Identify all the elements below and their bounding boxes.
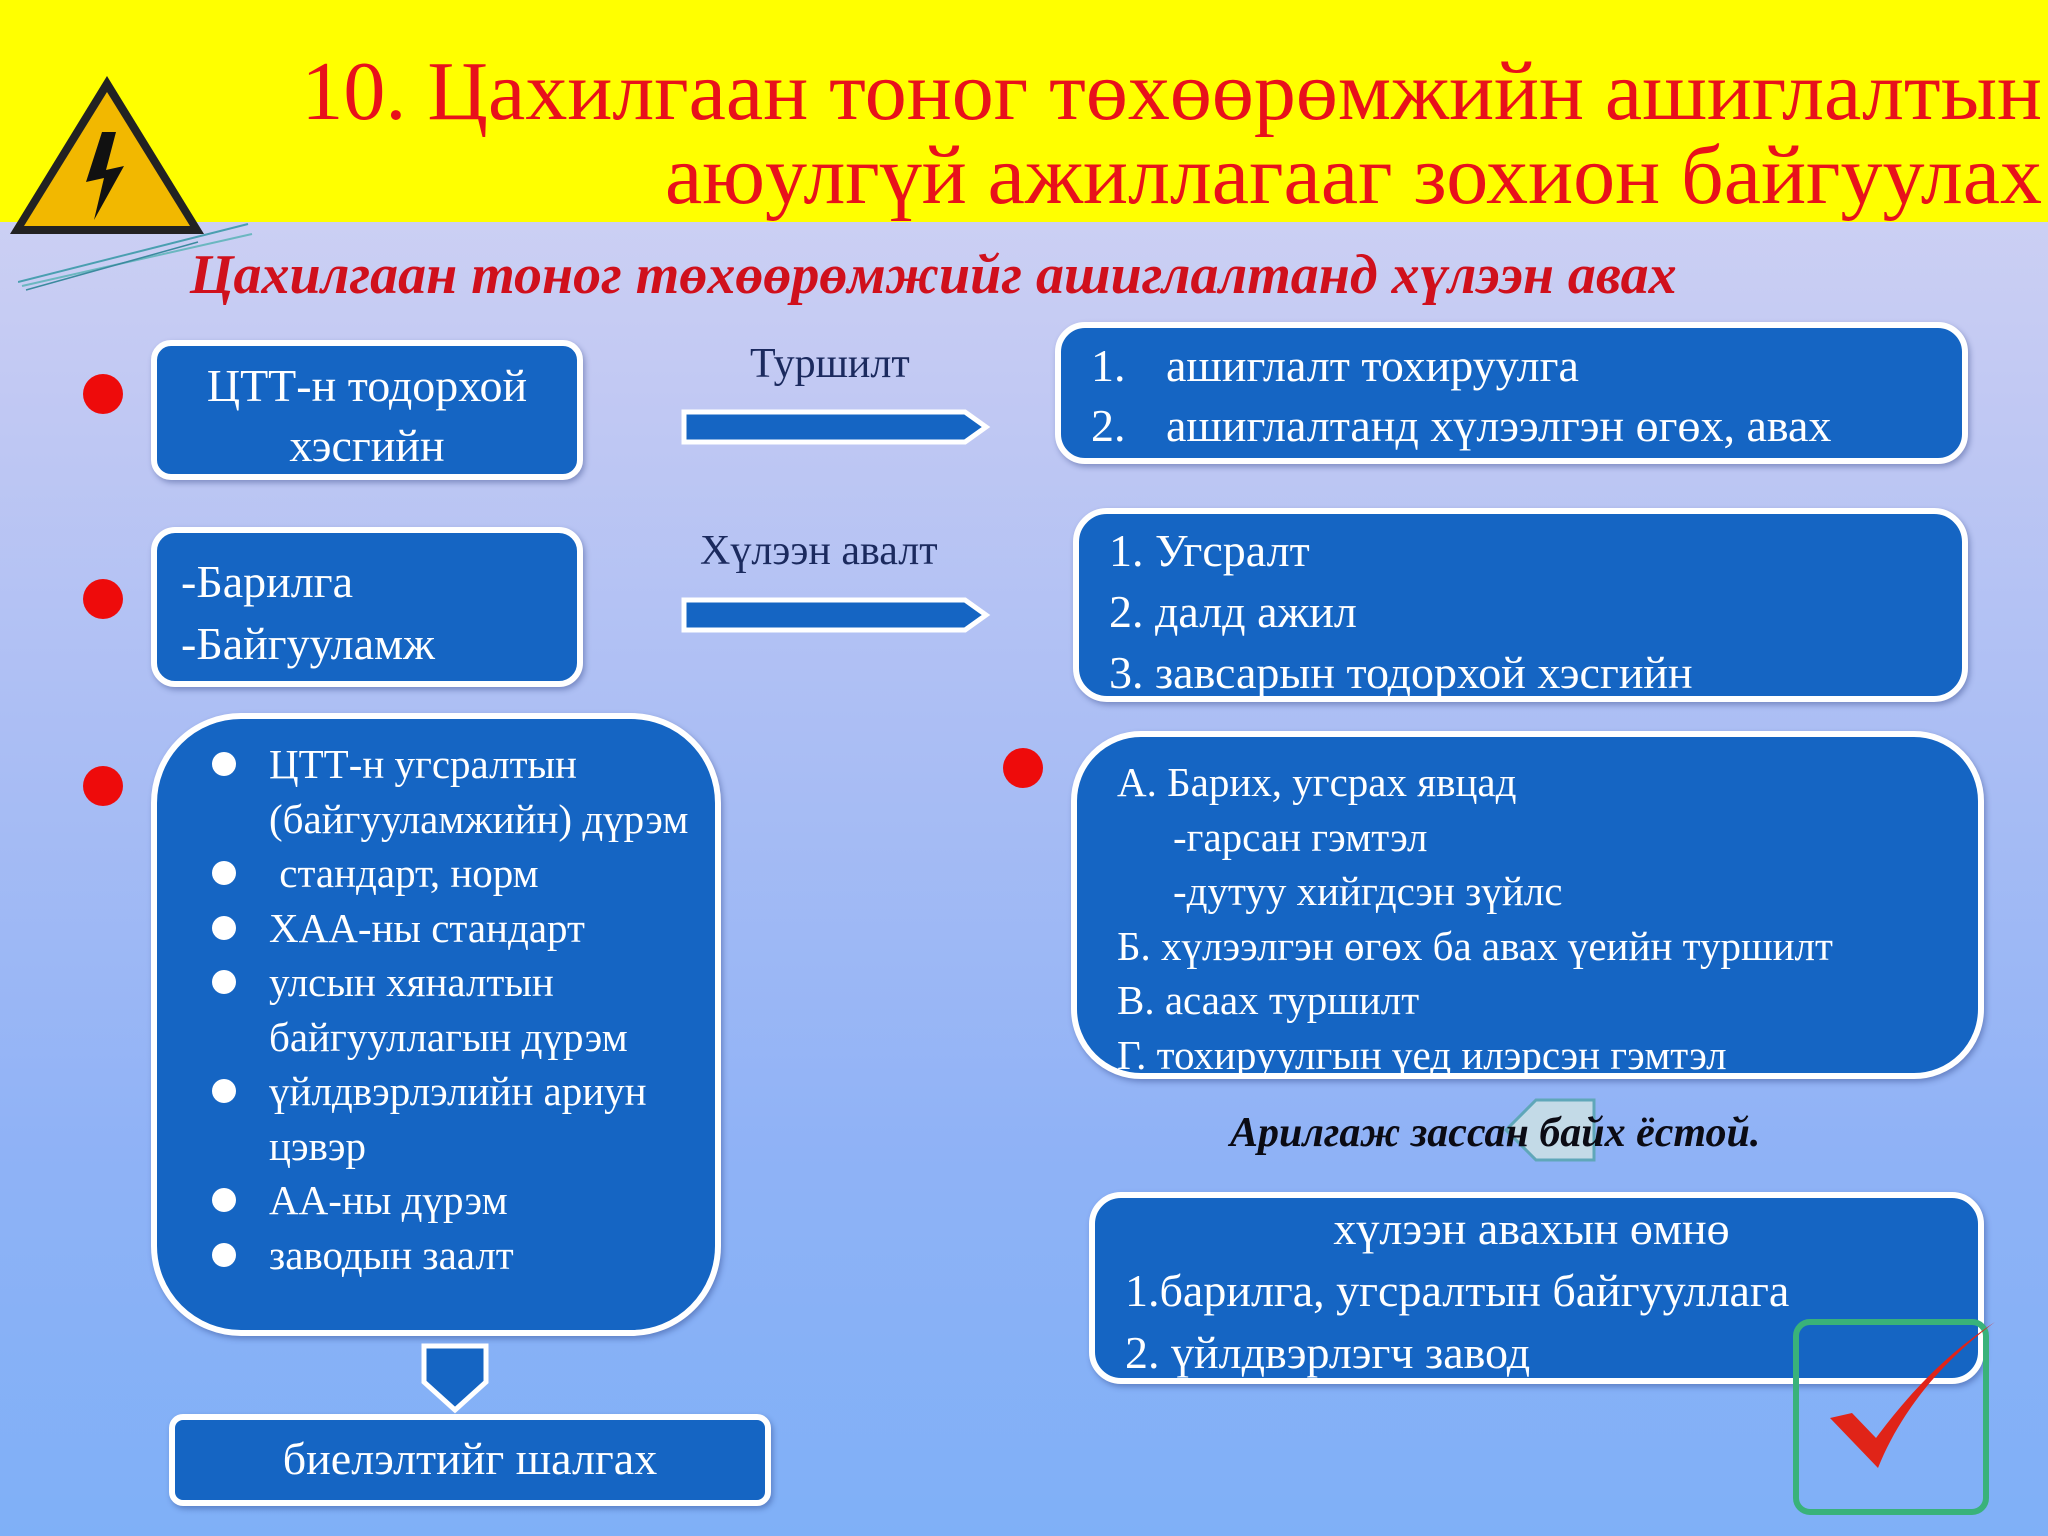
bullet-dot — [83, 766, 123, 806]
defects-item-a: А. Барих, угсрах явцад — [1117, 759, 1517, 805]
list-text: ашиглалтанд хүлээлгэн өгөх, авах — [1166, 400, 1832, 451]
arrow-label-acceptance: Хүлээн авалт — [700, 528, 938, 574]
list-number: 2. — [1091, 400, 1126, 451]
defects-item-d: Г. тохируулгын үед илэрсэн гэмтэл — [1117, 1031, 1727, 1078]
list-item: 2. далд ажил — [1109, 586, 1357, 637]
regulations-box — [151, 713, 721, 1336]
operation-list — [1091, 336, 1962, 456]
pre-acceptance-line-1: 1.барилга, угсралтын байгууллага — [1125, 1265, 1790, 1316]
regulations-list — [157, 737, 715, 1282]
defects-item-a1: -гарсан гэмтэл — [1173, 813, 1428, 860]
page-title — [301, 45, 2042, 222]
building-line-1: -Барилга — [181, 556, 354, 607]
defects-item-a2: -дутуу хийгдсэн зүйлс — [1173, 868, 1563, 914]
defects-box — [1071, 731, 1984, 1079]
ctt-part-line-2: хэсгийн — [289, 420, 445, 471]
building-line-2: -Байгууламж — [181, 618, 435, 669]
list-item: заводын заалт — [157, 1228, 715, 1283]
building-box — [151, 527, 583, 687]
pre-acceptance-line-2: 2. үйлдвэрлэгч завод — [1125, 1327, 1531, 1378]
defects-item-c: В. асаах туршилт — [1117, 977, 1420, 1023]
title-line-1: 10. Цахилгаан тоног төхөөрөмжийн ашиглалтын — [301, 45, 2042, 138]
ctt-part-box — [151, 340, 583, 480]
verify-box: биелэлтийг шалгах — [169, 1414, 771, 1506]
list-item: стандарт, норм — [157, 846, 715, 901]
list-item: АА-ны дүрэм — [157, 1173, 715, 1228]
ctt-part-line-1: ЦТТ-н тодорхой — [206, 360, 528, 411]
list-text: ашиглалт тохируулга — [1166, 340, 1579, 391]
list-item: 1. Угсралт — [1109, 525, 1310, 576]
operation-box — [1055, 322, 1968, 464]
installation-list — [1109, 520, 1962, 703]
arrow-label-testing: Туршилт — [750, 341, 910, 387]
defects-item-b: Б. хүлээлгэн өгөх ба авах үеийн туршилт — [1117, 922, 1833, 969]
list-number: 1. — [1091, 340, 1126, 391]
right-arrow-icon — [680, 404, 992, 450]
down-arrow-icon — [420, 1342, 490, 1414]
list-item: улсын хяналтын байгууллагын дүрэм — [157, 955, 715, 1064]
bullet-dot — [83, 374, 123, 414]
checkmark-icon — [1790, 1318, 2010, 1518]
pre-acceptance-head: хүлээн авахын өмнө — [1333, 1203, 1730, 1254]
right-arrow-icon — [680, 592, 992, 638]
list-item — [1091, 396, 1962, 456]
note-text: Арилгаж зассан байх ёстой. — [1230, 1110, 1761, 1156]
bullet-dot — [1003, 748, 1043, 788]
installation-box — [1073, 508, 1968, 702]
bullet-dot — [83, 579, 123, 619]
list-item: үйлдвэрлэлийн ариун цэвэр — [157, 1064, 715, 1173]
list-item: ЦТТ-н угсралтын (байгууламжийн) дүрэм — [157, 737, 715, 846]
list-item: ХАА-ны стандарт — [157, 901, 715, 956]
title-line-2: аюулгүй ажиллагааг зохион байгуулах — [665, 129, 2042, 222]
list-item — [1091, 336, 1962, 396]
subtitle: Цахилгаан тоног төхөөрөмжийг ашиглалтанд хүлээн авах — [190, 244, 1677, 306]
list-item: 3. завсарын тодорхой хэсгийн — [1109, 647, 1693, 698]
